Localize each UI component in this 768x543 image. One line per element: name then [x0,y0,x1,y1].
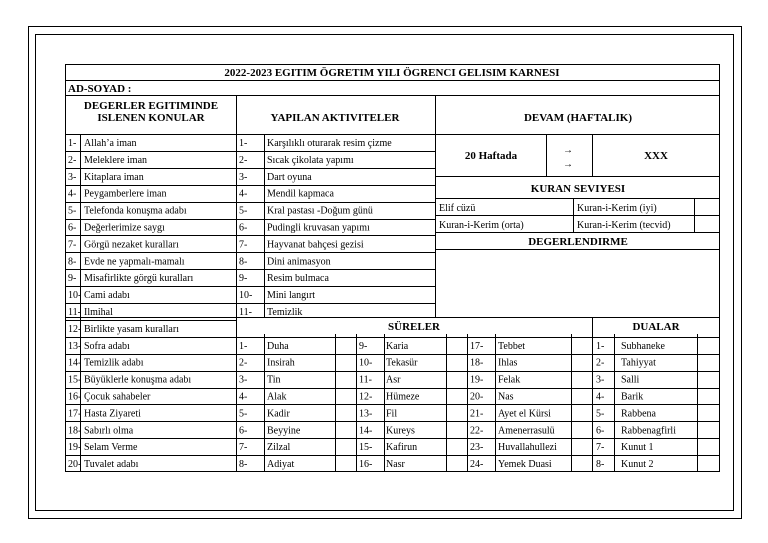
dua-number: 3- [596,374,605,386]
dua-number: 2- [596,357,605,369]
dualar-header: DUALAR [632,321,680,333]
sure-number: 20- [470,391,484,403]
topic-text: Meleklere iman [84,154,148,166]
activity-text: Temizlik [267,307,303,318]
attendance-header: DEVAM (HAFTALIK) [523,112,633,124]
topic-number: 15- [68,374,82,386]
kuran-level-1: Elif cüzü [439,203,476,214]
sure-name: Amenerrasulü [498,425,555,437]
activity-number: 11- [239,307,252,318]
topic-number: 20- [68,459,82,471]
activity-text: Dart oyuna [267,171,312,183]
topic-number: 5- [68,205,77,217]
sure-name: Yemek Duasi [498,459,552,471]
sure-number: 24- [470,459,484,471]
activity-number: 5- [239,205,248,217]
sure-number: 15- [359,442,373,454]
sureler-header: SÜRELER [388,321,440,333]
report-title: 2022-2023 EGITIM ÖGRETIM YILI ÖGRENCI GELISIM KARNESI [224,67,560,79]
sure-number: 3- [239,374,248,386]
sure-number: 22- [470,425,484,437]
topic-text: Kitaplara iman [84,171,144,183]
topic-number: 12- [68,323,82,335]
topic-text: Peygamberlere iman [84,188,167,200]
activities-header: YAPILAN AKTIVITELER [270,112,400,124]
sure-number: 2- [239,357,248,369]
topic-text: Evde ne yapmalı-mamalı [84,256,185,268]
activity-number: 4- [239,188,248,200]
topic-text: Hasta Ziyareti [84,408,141,420]
activity-text: Sıcak çikolata yapımı [267,154,354,166]
topic-text: Sabırlı olma [84,425,134,437]
topic-text: Çocuk sahabeler [84,391,151,403]
sure-name: Tekasür [386,357,418,369]
sure-name: Adiyat [267,459,295,471]
sure-number: 6- [239,425,248,437]
topic-text: Değerlerimize saygı [84,222,165,234]
activity-number: 8- [239,256,248,268]
topic-number: 3- [68,171,77,183]
sure-number: 11- [359,374,372,386]
attendance-value: XXX [644,150,668,162]
attendance-arrow-2: → [563,159,573,170]
topic-text: Temizlik adabı [84,357,144,369]
activity-text: Mendil kapmaca [267,188,334,200]
activity-number: 3- [239,171,248,183]
sure-name: Huvallahullezi [498,442,557,454]
sure-name: Zilzal [267,442,291,454]
sure-name: Beyyine [267,425,301,437]
sure-number: 19- [470,374,484,386]
topic-number: 19- [68,442,82,454]
activity-text: Resim bulmaca [267,273,329,285]
dua-number: 8- [596,459,605,471]
topic-number: 8- [68,256,77,268]
activity-text: Karşılıklı oturarak resim çizme [267,138,392,149]
sure-name: Tin [267,374,281,386]
sure-name: Karia [386,340,409,352]
topic-number: 9- [68,273,77,285]
sure-number: 18- [470,357,484,369]
topic-number: 13- [68,340,82,352]
topic-text: Ilmihal [84,307,113,318]
sure-name: Duha [267,340,289,352]
topic-number: 2- [68,154,77,166]
sure-name: Asr [386,374,401,386]
activity-text: Hayvanat bahçesi gezisi [267,239,364,251]
attendance-arrow-1: → [563,145,573,156]
topic-text: Sofra adabı [84,340,130,352]
sure-name: Kafirun [386,442,418,454]
topic-text: Telefonda konuşma adabı [84,205,187,217]
sure-number: 23- [470,442,484,454]
topic-text: Görgü nezaket kuralları [84,239,179,251]
topic-text: Allah’a iman [84,138,137,149]
kuran-level-2: Kuran-i-Kerim (iyi) [577,203,657,214]
topic-text: Cami adabı [84,290,130,302]
sure-number: 10- [359,357,373,369]
sure-number: 7- [239,442,248,454]
dua-number: 7- [596,442,605,454]
sure-number: 5- [239,408,248,420]
activity-text: Mini langırt [267,290,316,302]
topic-number: 16- [68,391,82,403]
sure-number: 14- [359,425,373,437]
sure-number: 21- [470,408,484,420]
topic-number: 7- [68,239,77,251]
values-header-line2: ISLENEN KONULAR [97,112,205,124]
dua-name: Rabbena [621,408,656,420]
topic-text: Büyüklerle konuşma adabı [84,374,192,386]
sure-name: Felak [498,374,521,386]
topic-text: Selam Verme [84,442,138,454]
sure-name: Kureys [386,425,415,437]
dua-number: 4- [596,391,605,403]
activity-number: 6- [239,222,248,234]
topic-number: 4- [68,188,77,200]
sure-name: Tebbet [498,340,526,352]
dua-name: Kunut 1 [621,442,654,454]
sure-name: Ayet el Kürsi [498,408,551,420]
activity-number: 9- [239,273,248,285]
activity-number: 7- [239,239,248,251]
sure-name: Ihlas [498,357,518,369]
activity-text: Dini animasyon [267,256,331,268]
kuran-level-4: Kuran-i-Kerim (tecvid) [577,220,671,231]
sure-number: 1- [239,340,248,352]
dua-name: Rabbenagfirli [621,425,676,437]
attendance-weeks: 20 Haftada [464,150,518,162]
dua-number: 1- [596,340,605,352]
activity-number: 10- [239,290,253,302]
topic-text: Tuvalet adabı [84,459,139,471]
sure-number: 16- [359,459,373,471]
dua-name: Salli [621,374,640,386]
topic-text: Birlikte yasam kuralları [84,323,179,335]
sure-number: 13- [359,408,373,420]
adsoyad-label: AD-SOYAD : [68,83,132,95]
values-header-line1: DEGERLER EGITIMINDE [83,100,219,112]
dua-number: 5- [596,408,605,420]
topic-number: 10- [68,290,82,302]
topic-number: 1- [68,138,77,149]
sure-name: Insirah [267,357,295,369]
sure-number: 12- [359,391,373,403]
sure-name: Hümeze [386,391,420,403]
activity-number: 2- [239,154,248,166]
sure-name: Nas [498,391,514,403]
activity-number: 1- [239,138,248,149]
dua-name: Barik [621,391,644,403]
topic-number: 6- [68,222,77,234]
activity-text: Pudingli kruvasan yapımı [267,222,370,234]
kuran-level-3: Kuran-i-Kerim (orta) [439,220,524,231]
dua-name: Subhaneke [621,340,665,352]
kuran-level-header: KURAN SEVIYESI [530,183,626,195]
sure-name: Kadir [267,408,290,420]
sure-name: Alak [267,391,287,403]
dua-name: Tahiyyat [621,357,656,369]
sure-name: Fil [386,408,398,420]
sure-number: 9- [359,340,368,352]
activity-text: Kral pastası -Doğum günü [267,205,373,217]
topic-number: 18- [68,425,82,437]
evaluation-header: DEGERLENDIRME [528,236,628,248]
sure-name: Nasr [386,459,405,471]
topic-number: 11- [68,307,81,318]
topic-number: 17- [68,408,82,420]
sure-number: 4- [239,391,248,403]
topic-text: Misafirlikte görgü kuralları [84,273,194,285]
sure-number: 17- [470,340,484,352]
sure-number: 8- [239,459,248,471]
dua-name: Kunut 2 [621,459,654,471]
dua-number: 6- [596,425,605,437]
topic-number: 14- [68,357,82,369]
